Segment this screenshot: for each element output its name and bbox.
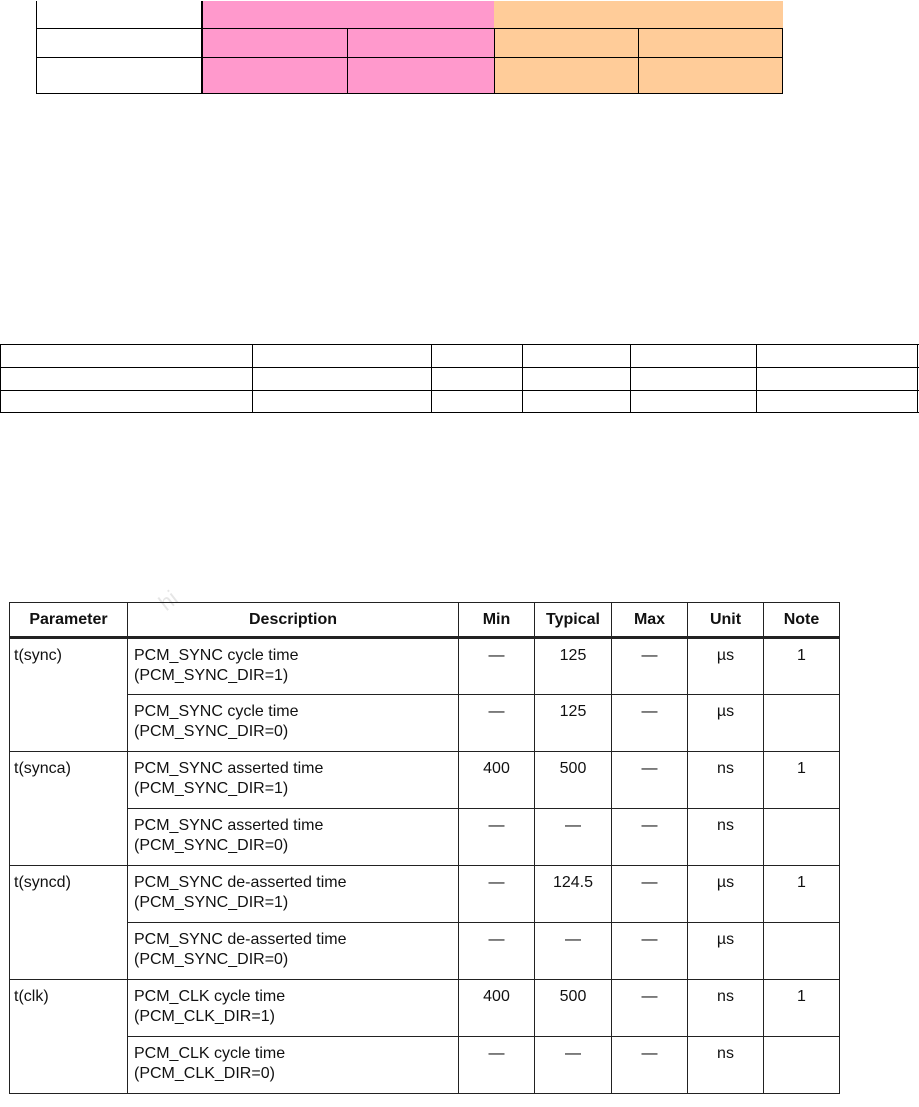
table-row bbox=[10, 980, 840, 1037]
table1-label-column bbox=[36, 1, 202, 94]
min-cell: — bbox=[459, 695, 535, 752]
typical-cell: 125 bbox=[535, 695, 612, 752]
watermark-text: hi bbox=[153, 585, 183, 616]
description-cell bbox=[128, 866, 459, 923]
table1-col-divider bbox=[638, 28, 639, 94]
table2-bottom-border bbox=[0, 412, 919, 413]
table-header-row bbox=[10, 603, 840, 638]
max-cell: — bbox=[612, 809, 688, 866]
min-cell: — bbox=[459, 923, 535, 980]
typical-cell: 500 bbox=[535, 980, 612, 1037]
header-typical: Typical bbox=[535, 603, 612, 638]
parameter-cell: t(clk) bbox=[10, 980, 128, 1094]
table1-row-divider bbox=[36, 57, 783, 58]
description-line: (PCM_SYNC_DIR=1) bbox=[134, 780, 289, 797]
table1-right-border bbox=[782, 28, 783, 94]
description-cell bbox=[128, 638, 459, 695]
unit-cell: µs bbox=[688, 866, 764, 923]
description-line: PCM_SYNC de-asserted time bbox=[134, 874, 347, 891]
description-line: PCM_SYNC cycle time bbox=[134, 703, 299, 720]
description-cell bbox=[128, 1037, 459, 1094]
max-cell: — bbox=[612, 695, 688, 752]
parameter-cell: t(syncd) bbox=[10, 866, 128, 980]
table2-col-divider bbox=[756, 344, 757, 413]
color-header-table bbox=[36, 1, 783, 94]
typical-cell: 500 bbox=[535, 752, 612, 809]
max-cell: — bbox=[612, 866, 688, 923]
unit-cell: ns bbox=[688, 1037, 764, 1094]
header-parameter: Parameter bbox=[10, 603, 128, 638]
pcm-timing-table bbox=[9, 602, 840, 1094]
table2-col-divider bbox=[431, 344, 432, 413]
table2-col-divider bbox=[252, 344, 253, 413]
min-cell: — bbox=[459, 809, 535, 866]
table2-col-divider bbox=[630, 344, 631, 413]
table1-bottom-border bbox=[36, 93, 783, 94]
min-cell: 400 bbox=[459, 752, 535, 809]
table1-pink-group bbox=[202, 1, 494, 94]
typical-cell: 125 bbox=[535, 638, 612, 695]
header-description: Description bbox=[128, 603, 459, 638]
table2-col-divider bbox=[917, 344, 918, 413]
typical-cell: — bbox=[535, 923, 612, 980]
unit-cell: µs bbox=[688, 695, 764, 752]
table-row bbox=[10, 809, 840, 866]
min-cell: — bbox=[459, 638, 535, 695]
header-max: Max bbox=[612, 603, 688, 638]
note-cell: 1 bbox=[764, 980, 840, 1037]
unit-cell: µs bbox=[688, 638, 764, 695]
table1-row-divider bbox=[36, 28, 783, 29]
table1-col-divider bbox=[202, 1, 203, 94]
header-unit: Unit bbox=[688, 603, 764, 638]
note-cell: 1 bbox=[764, 866, 840, 923]
table-row bbox=[10, 638, 840, 695]
min-cell: — bbox=[459, 1037, 535, 1094]
note-cell bbox=[764, 923, 840, 980]
note-cell bbox=[764, 1037, 840, 1094]
table2-row-divider bbox=[0, 367, 919, 368]
description-cell bbox=[128, 980, 459, 1037]
note-cell bbox=[764, 809, 840, 866]
table-row bbox=[10, 695, 840, 752]
description-cell bbox=[128, 809, 459, 866]
unit-cell: ns bbox=[688, 809, 764, 866]
parameter-cell: t(synca) bbox=[10, 752, 128, 866]
description-line: PCM_CLK cycle time bbox=[134, 988, 286, 1005]
description-line: (PCM_SYNC_DIR=1) bbox=[134, 894, 289, 911]
description-line: (PCM_CLK_DIR=1) bbox=[134, 1008, 275, 1025]
table-row bbox=[10, 866, 840, 923]
parameter-cell: t(sync) bbox=[10, 638, 128, 752]
header-note: Note bbox=[764, 603, 840, 638]
min-cell: — bbox=[459, 866, 535, 923]
table-row bbox=[10, 752, 840, 809]
note-cell: 1 bbox=[764, 638, 840, 695]
description-line: PCM_SYNC cycle time bbox=[134, 647, 299, 664]
max-cell: — bbox=[612, 752, 688, 809]
unit-cell: ns bbox=[688, 752, 764, 809]
note-cell bbox=[764, 695, 840, 752]
description-line: (PCM_CLK_DIR=0) bbox=[134, 1065, 275, 1082]
description-line: (PCM_SYNC_DIR=0) bbox=[134, 837, 289, 854]
description-cell bbox=[128, 695, 459, 752]
unit-cell: ns bbox=[688, 980, 764, 1037]
table1-col-divider bbox=[347, 28, 348, 94]
header-min: Min bbox=[459, 603, 535, 638]
description-line: (PCM_SYNC_DIR=0) bbox=[134, 951, 289, 968]
description-cell bbox=[128, 752, 459, 809]
table2-col-divider bbox=[0, 344, 1, 413]
table2-row-divider bbox=[0, 390, 919, 391]
max-cell: — bbox=[612, 923, 688, 980]
table1-col-divider bbox=[494, 28, 495, 94]
description-line: PCM_SYNC asserted time bbox=[134, 760, 324, 777]
typical-cell: 124.5 bbox=[535, 866, 612, 923]
description-cell bbox=[128, 923, 459, 980]
table2-col-divider bbox=[522, 344, 523, 413]
description-line: (PCM_SYNC_DIR=0) bbox=[134, 723, 289, 740]
max-cell: — bbox=[612, 638, 688, 695]
note-cell: 1 bbox=[764, 752, 840, 809]
description-line: PCM_CLK cycle time bbox=[134, 1045, 286, 1062]
table2-top-border bbox=[0, 344, 919, 345]
typical-cell: — bbox=[535, 1037, 612, 1094]
description-line: PCM_SYNC de-asserted time bbox=[134, 931, 347, 948]
min-cell: 400 bbox=[459, 980, 535, 1037]
table-row bbox=[10, 1037, 840, 1094]
unit-cell: µs bbox=[688, 923, 764, 980]
max-cell: — bbox=[612, 980, 688, 1037]
empty-grid-table bbox=[0, 344, 919, 413]
typical-cell: — bbox=[535, 809, 612, 866]
description-line: PCM_SYNC asserted time bbox=[134, 817, 324, 834]
table-row bbox=[10, 923, 840, 980]
max-cell: — bbox=[612, 1037, 688, 1094]
description-line: (PCM_SYNC_DIR=1) bbox=[134, 667, 289, 684]
